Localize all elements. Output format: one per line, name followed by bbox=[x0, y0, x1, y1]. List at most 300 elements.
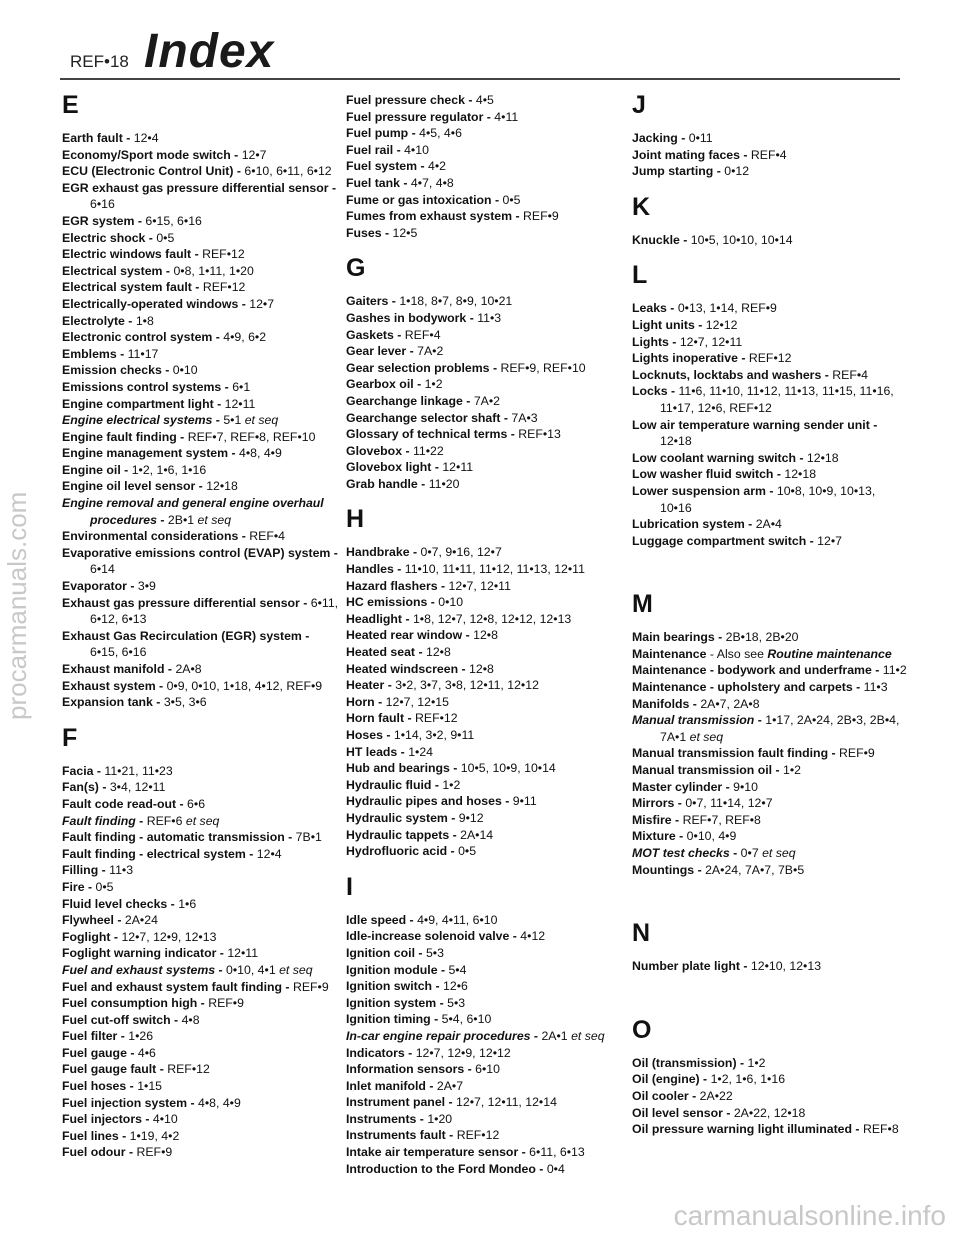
index-entry bbox=[346, 561, 624, 578]
entry-separator: - bbox=[141, 1112, 153, 1127]
entry-separator: - bbox=[416, 1111, 428, 1126]
entry-separator: - bbox=[402, 443, 413, 458]
entry-pages: REF•12 bbox=[415, 711, 458, 726]
section-gap bbox=[346, 241, 624, 255]
index-entry bbox=[346, 945, 624, 962]
index-entry bbox=[62, 412, 340, 429]
entry-pages: 7A•2 bbox=[417, 344, 444, 359]
entry-pages: REF•4 bbox=[750, 147, 787, 162]
entry-separator: - bbox=[393, 327, 405, 342]
entry-term: Mountings bbox=[632, 862, 695, 877]
index-entry bbox=[62, 263, 340, 280]
index-entry bbox=[346, 459, 624, 476]
entry-term: Idle speed bbox=[346, 912, 407, 927]
entry-term: Evaporator bbox=[62, 579, 127, 594]
entry-separator: - bbox=[668, 334, 680, 349]
entry-term: Gearbox oil bbox=[346, 377, 414, 392]
entry-separator: - bbox=[388, 294, 400, 309]
entry-pages: 3•5, 3•6 bbox=[163, 695, 207, 710]
entry-pages: 2A•7, 2A•8 bbox=[700, 696, 760, 711]
entry-pages: 12•18 bbox=[784, 467, 817, 482]
index-entry bbox=[346, 962, 624, 979]
index-entry bbox=[346, 627, 624, 644]
entry-term: Oil (engine) bbox=[632, 1072, 700, 1087]
index-entry bbox=[346, 644, 624, 661]
index-entry bbox=[62, 962, 340, 979]
entry-term: Fault code read-out bbox=[62, 796, 177, 811]
entry-term: Gashes in bodywork bbox=[346, 310, 467, 325]
section-letter: N bbox=[632, 919, 651, 948]
index-entry bbox=[62, 578, 340, 595]
entry-pages: 1•2, 1•6, 1•16 bbox=[131, 462, 207, 477]
entry-term: Information sensors bbox=[346, 1062, 465, 1077]
entry-term: Economy/Sport mode switch bbox=[62, 147, 231, 162]
entry-pages: REF•12 bbox=[456, 1128, 500, 1143]
entry-term: EGR exhaust gas pressure differential sensor bbox=[62, 180, 329, 195]
entry-pages: 5•3 bbox=[425, 945, 444, 960]
index-entry bbox=[632, 862, 910, 879]
entry-term: Heated rear window bbox=[346, 628, 463, 643]
index-entry bbox=[62, 528, 340, 545]
entry-term: Fuel pressure check bbox=[346, 93, 465, 107]
entry-separator: - bbox=[135, 813, 147, 828]
entry-pages: REF•4 bbox=[832, 367, 868, 382]
entry-separator: - bbox=[425, 1078, 437, 1093]
entry-separator: - bbox=[195, 479, 207, 494]
index-entry bbox=[346, 158, 624, 175]
index-entry bbox=[346, 544, 624, 561]
index-entry bbox=[632, 147, 910, 164]
entry-separator: - bbox=[406, 912, 418, 927]
index-entry bbox=[632, 679, 910, 696]
entry-pages: 0•13, 1•14, REF•9 bbox=[677, 301, 777, 316]
index-entry bbox=[62, 595, 340, 628]
entry-separator: - bbox=[230, 147, 242, 162]
index-entry bbox=[632, 845, 910, 862]
index-entry bbox=[632, 450, 910, 467]
entry-term: Filling bbox=[62, 863, 99, 878]
index-entry bbox=[632, 317, 910, 334]
entry-term: Gearchange selector shaft bbox=[346, 410, 501, 425]
entry-term: Fuel pump bbox=[346, 126, 409, 141]
index-entry bbox=[632, 533, 910, 550]
entry-separator: - bbox=[93, 763, 105, 778]
index-entry bbox=[62, 230, 340, 247]
section-gap bbox=[346, 492, 624, 506]
index-entry bbox=[632, 745, 910, 762]
entry-pages: 1•2 bbox=[442, 777, 461, 792]
entry-term: Horn bbox=[346, 694, 375, 709]
section-letter: O bbox=[632, 1015, 652, 1044]
index-entry bbox=[346, 376, 624, 393]
entry-pages: 12•11 bbox=[224, 396, 256, 411]
index-entry bbox=[62, 362, 340, 379]
index-entry bbox=[62, 130, 340, 147]
entry-term: Exhaust Gas Recirculation (EGR) system bbox=[62, 628, 302, 643]
index-entry bbox=[62, 296, 340, 313]
entry-separator: - bbox=[126, 1045, 138, 1060]
entry-pages: REF•4 bbox=[249, 529, 285, 544]
entry-pages: 12•7, 12•11 bbox=[448, 578, 511, 593]
entry-pages: 12•7 bbox=[241, 147, 267, 162]
section-letter: E bbox=[62, 91, 79, 119]
index-entry bbox=[346, 1061, 624, 1078]
entry-term: Introduction to the Ford Mondeo bbox=[346, 1161, 536, 1176]
index-entry bbox=[62, 279, 340, 296]
index-entry bbox=[632, 958, 910, 975]
entry-term: Gaskets bbox=[346, 327, 394, 342]
entry-term: Idle-increase solenoid valve bbox=[346, 929, 510, 944]
entry-pages: 1•15 bbox=[137, 1079, 163, 1094]
entry-pages: 11•17 bbox=[127, 346, 159, 361]
index-entry bbox=[346, 677, 624, 694]
entry-term: Fumes from exhaust system bbox=[346, 209, 513, 224]
entry-term: Fuel rail bbox=[346, 142, 394, 157]
index-entry bbox=[62, 545, 340, 578]
section-gap bbox=[632, 975, 910, 1017]
entry-separator: - bbox=[483, 109, 495, 124]
entry-pages: 3•4, 12•11 bbox=[109, 780, 166, 795]
index-entry bbox=[62, 1078, 340, 1095]
index-entry bbox=[632, 466, 910, 483]
entry-term: Fuel cut-off switch bbox=[62, 1012, 171, 1027]
entry-separator: - bbox=[512, 209, 524, 224]
entry-term: Light units bbox=[632, 317, 695, 332]
entry-term: Engine electrical systems bbox=[62, 413, 213, 428]
entry-separator: - bbox=[191, 280, 203, 295]
entry-term: Number plate light bbox=[632, 959, 740, 974]
entry-term: Fuel filter bbox=[62, 1029, 118, 1044]
entry-pages: 1•24 bbox=[408, 744, 434, 759]
entry-pages: 12•7, 12•15 bbox=[385, 694, 449, 709]
entry-term: Instrument panel bbox=[346, 1095, 446, 1110]
entry-pages: 1•14, 3•2, 9•11 bbox=[393, 728, 475, 742]
entry-term: Jacking bbox=[632, 131, 678, 145]
entry-term: Gear selection problems bbox=[346, 360, 490, 375]
entry-term: Electrical system fault bbox=[62, 280, 192, 295]
entry-separator: - bbox=[228, 446, 239, 461]
entry-separator: - bbox=[445, 1128, 457, 1143]
entry-pages: 2A•1 bbox=[541, 1028, 568, 1043]
entry-term: Exhaust system bbox=[62, 678, 156, 693]
entry-term: Evaporative emissions control (EVAP) system bbox=[62, 545, 331, 560]
entry-term: Maintenance bbox=[632, 646, 707, 661]
entry-pages: 0•5 bbox=[95, 879, 114, 894]
index-entry bbox=[346, 594, 624, 611]
entry-separator: - bbox=[156, 1062, 168, 1077]
index-entry bbox=[62, 929, 340, 946]
entry-separator: - bbox=[667, 384, 679, 399]
index-entry bbox=[62, 329, 340, 346]
entry-pages: 1•8 bbox=[135, 313, 154, 328]
entry-term: Electrolyte bbox=[62, 313, 125, 328]
entry-pages: 9•10 bbox=[733, 779, 758, 794]
entry-separator: - bbox=[679, 232, 691, 247]
entry-term: Gear lever bbox=[346, 344, 407, 359]
entry-pages: 1•20 bbox=[427, 1111, 453, 1126]
entry-separator: - bbox=[197, 996, 209, 1011]
index-entry bbox=[632, 1071, 910, 1088]
entry-separator: - bbox=[765, 483, 777, 498]
side-watermark: procarmanuals.com bbox=[2, 491, 32, 720]
entry-pages: 2A•14 bbox=[460, 827, 494, 842]
entry-term: Ignition coil bbox=[346, 945, 415, 960]
entry-note: et seq bbox=[244, 413, 279, 428]
entry-separator: - bbox=[417, 159, 429, 174]
index-entry bbox=[346, 1011, 624, 1028]
entry-pages: 3•2, 3•7, 3•8, 12•11, 12•12 bbox=[395, 678, 539, 693]
entry-term: Fuel and exhaust system fault finding bbox=[62, 979, 283, 994]
entry-separator: - bbox=[445, 1095, 457, 1110]
entry-term: Leaks bbox=[632, 301, 667, 316]
entry-separator: - bbox=[393, 562, 405, 577]
entry-pages: 11•10, 11•11, 11•12, 11•13, 12•11 bbox=[404, 562, 585, 577]
entry-separator: - bbox=[744, 517, 756, 532]
entry-term: Lubrication system bbox=[632, 517, 745, 532]
entry-pages: 0•11 bbox=[688, 131, 713, 145]
entry-pages: 1•8, 12•7, 12•8, 12•12, 12•13 bbox=[412, 611, 572, 626]
entry-term: Fuel consumption high bbox=[62, 996, 198, 1011]
entry-separator: - bbox=[215, 962, 227, 977]
entry-separator: - bbox=[299, 595, 311, 610]
entry-term: Flywheel bbox=[62, 913, 114, 928]
index-entry bbox=[346, 410, 624, 427]
entry-separator: - bbox=[773, 467, 785, 482]
entry-pages: 9•12 bbox=[458, 810, 484, 825]
entry-separator: - bbox=[382, 728, 394, 742]
entry-note: et seq bbox=[689, 729, 724, 744]
index-entry bbox=[346, 611, 624, 628]
index-entry bbox=[62, 213, 340, 230]
entry-separator: - bbox=[409, 545, 421, 560]
entry-separator: - bbox=[437, 578, 449, 593]
entry-pages: 6•16 bbox=[90, 197, 115, 212]
index-entry bbox=[632, 779, 910, 796]
index-entry bbox=[632, 1105, 910, 1122]
entry-term: Jump starting bbox=[632, 164, 714, 179]
entry-term: Joint mating faces bbox=[632, 147, 740, 162]
index-entry bbox=[632, 383, 910, 416]
index-entry bbox=[346, 1111, 624, 1128]
entry-pages: 12•4 bbox=[133, 131, 159, 145]
index-entry bbox=[62, 661, 340, 678]
entry-pages: 1•2 bbox=[747, 1055, 766, 1070]
entry-term: Fuel gauge bbox=[62, 1045, 127, 1060]
entry-term: Fuel injectors bbox=[62, 1112, 142, 1127]
entry-separator: - bbox=[176, 796, 188, 811]
entry-term: Inlet manifold bbox=[346, 1078, 426, 1093]
index-entry bbox=[62, 478, 340, 495]
entry-pages: 2A•4 bbox=[755, 517, 782, 532]
entry-separator: - bbox=[221, 379, 233, 394]
entry-pages: 6•10, 6•11, 6•12 bbox=[244, 164, 332, 179]
index-entry bbox=[62, 796, 340, 813]
entry-separator: - bbox=[674, 796, 686, 811]
entry-term: Fuel pressure regulator bbox=[346, 109, 484, 124]
entry-separator: - bbox=[464, 1062, 476, 1077]
entry-separator: - bbox=[671, 812, 683, 827]
entry-separator: - bbox=[736, 1055, 748, 1070]
entry-separator: - bbox=[213, 396, 225, 411]
index-entry bbox=[62, 1012, 340, 1029]
entry-pages: 11•21, 11•23 bbox=[104, 763, 173, 778]
entry-term: Instruments fault bbox=[346, 1128, 446, 1143]
index-entry bbox=[346, 360, 624, 377]
entry-pages: 4•11 bbox=[494, 109, 519, 124]
entry-pages: 0•10, 4•1 bbox=[226, 962, 276, 977]
entry-term: Handbrake bbox=[346, 545, 410, 560]
entry-separator: - bbox=[852, 680, 864, 695]
entry-separator: - bbox=[430, 1012, 442, 1027]
index-entry bbox=[62, 846, 340, 863]
entry-separator: - bbox=[162, 263, 174, 278]
entry-pages: 4•9, 6•2 bbox=[223, 330, 267, 345]
entry-pages: REF•7, REF•8 bbox=[682, 812, 761, 827]
entry-pages: REF•6 bbox=[146, 813, 183, 828]
index-entry bbox=[632, 696, 910, 713]
entry-separator: - bbox=[417, 476, 429, 491]
index-entry bbox=[346, 1127, 624, 1144]
entry-term: Hydraulic fluid bbox=[346, 777, 432, 792]
entry-separator: - bbox=[449, 827, 461, 842]
entry-pages: REF•9 bbox=[839, 746, 875, 761]
entry-separator: - bbox=[98, 780, 110, 795]
entry-separator: - bbox=[722, 1105, 734, 1120]
section-letter: M bbox=[632, 590, 653, 619]
entry-pages: 4•8, 4•9 bbox=[239, 446, 282, 461]
entry-pages: 12•18 bbox=[660, 434, 692, 449]
index-entry bbox=[346, 1144, 624, 1161]
index-entry bbox=[62, 678, 340, 695]
entry-term: HT leads bbox=[346, 744, 398, 759]
entry-separator: - bbox=[491, 192, 503, 207]
entry-separator: - bbox=[677, 131, 689, 145]
entry-separator: - bbox=[449, 761, 461, 776]
index-entry bbox=[62, 1128, 340, 1145]
entry-pages: 11•3 bbox=[863, 680, 888, 695]
entry-term: Electric shock bbox=[62, 230, 146, 245]
index-entry bbox=[346, 393, 624, 410]
index-entry bbox=[62, 1095, 340, 1112]
entry-separator: - bbox=[432, 979, 444, 994]
entry-separator: - bbox=[212, 413, 224, 428]
index-entry bbox=[62, 379, 340, 396]
entry-term: Instruments bbox=[346, 1111, 417, 1126]
entry-term: Ignition switch bbox=[346, 979, 433, 994]
entry-see-also: - Also see bbox=[709, 646, 764, 661]
entry-pages: 11•2 bbox=[882, 663, 907, 678]
entry-separator: - bbox=[155, 678, 167, 693]
entry-pages: 5•4 bbox=[448, 962, 467, 977]
entry-separator: - bbox=[284, 830, 296, 845]
index-entry bbox=[346, 578, 624, 595]
page-reference: REF•18 bbox=[70, 52, 129, 71]
entry-term: Misfire bbox=[632, 812, 672, 827]
entry-term: Electronic control system bbox=[62, 330, 213, 345]
entry-pages: REF•9 bbox=[136, 1145, 173, 1160]
entry-term: Fire bbox=[62, 879, 85, 894]
entry-separator: - bbox=[509, 929, 521, 944]
index-entry bbox=[62, 1111, 340, 1128]
entry-separator: - bbox=[404, 1045, 416, 1060]
index-entry bbox=[62, 313, 340, 330]
entry-pages: 0•10 bbox=[438, 595, 464, 610]
entry-term: Glovebox bbox=[346, 443, 403, 458]
entry-term: Hydraulic tappets bbox=[346, 827, 450, 842]
entry-separator: - bbox=[729, 846, 741, 860]
entry-pages: 12•18 bbox=[806, 450, 839, 465]
entry-separator: - bbox=[458, 661, 470, 676]
index-entry bbox=[632, 795, 910, 812]
section-letter: F bbox=[62, 723, 78, 752]
entry-separator: - bbox=[120, 462, 132, 477]
entry-pages: 4•8 bbox=[181, 1012, 200, 1027]
index-entry bbox=[346, 810, 624, 827]
index-entry bbox=[632, 130, 910, 147]
entry-separator: - bbox=[507, 427, 519, 442]
entry-separator: - bbox=[666, 301, 678, 316]
entry-separator: - bbox=[167, 896, 179, 911]
index-entry bbox=[62, 979, 340, 996]
bottom-watermark: carmanualsonline.info bbox=[673, 1200, 946, 1231]
entry-term: Locknuts, locktabs and washers bbox=[632, 367, 822, 382]
entry-separator: - bbox=[125, 1145, 137, 1160]
entry-term: Fuel gauge fault bbox=[62, 1062, 157, 1077]
index-entry bbox=[632, 483, 910, 516]
entry-note: et seq bbox=[571, 1028, 605, 1043]
section-gap bbox=[346, 860, 624, 874]
entry-separator: - bbox=[245, 846, 257, 861]
entry-term: Fluid level checks bbox=[62, 896, 168, 911]
entry-pages: REF•4 bbox=[404, 327, 441, 342]
index-entry bbox=[62, 912, 340, 929]
index-entry bbox=[346, 343, 624, 360]
entry-see-also-ref: Routine maintenance bbox=[767, 646, 892, 661]
entry-pages: 1•18, 8•7, 8•9, 10•21 bbox=[399, 294, 513, 309]
entry-term: Knuckle bbox=[632, 232, 680, 247]
index-entry bbox=[632, 662, 910, 679]
entry-separator: - bbox=[113, 913, 125, 928]
entry-pages: 1•6 bbox=[178, 896, 197, 911]
entry-term: Fault finding - electrical system bbox=[62, 846, 246, 861]
entry-term: Fault finding - automatic transmission bbox=[62, 830, 285, 845]
index-entry bbox=[632, 1121, 910, 1138]
entry-term: Heated windscreen bbox=[346, 661, 459, 676]
entry-term: Expansion tank bbox=[62, 695, 153, 710]
entry-term: Handles bbox=[346, 562, 394, 577]
entry-term: Fuel system bbox=[346, 159, 418, 174]
entry-pages: 1•19, 4•2 bbox=[129, 1128, 180, 1143]
entry-separator: - bbox=[431, 460, 443, 475]
entry-separator: - bbox=[489, 360, 501, 375]
entry-pages: REF•12 bbox=[202, 247, 245, 262]
entry-separator: - bbox=[399, 175, 411, 190]
entry-separator: - bbox=[156, 512, 168, 527]
entry-separator: - bbox=[408, 126, 420, 141]
entry-separator: - bbox=[393, 142, 405, 157]
index-entry bbox=[346, 727, 624, 744]
index-entry bbox=[346, 978, 624, 995]
entry-term: Lights bbox=[632, 334, 669, 349]
entry-separator: - bbox=[694, 862, 706, 877]
entry-pages: 0•8, 1•11, 1•20 bbox=[173, 263, 254, 278]
entry-pages: REF•12 bbox=[202, 280, 246, 295]
entry-pages: REF•9 bbox=[523, 209, 559, 224]
entry-separator: - bbox=[722, 779, 734, 794]
index-entry bbox=[632, 1088, 910, 1105]
entry-pages: 4•12 bbox=[520, 929, 546, 944]
section-letter: I bbox=[346, 872, 353, 901]
